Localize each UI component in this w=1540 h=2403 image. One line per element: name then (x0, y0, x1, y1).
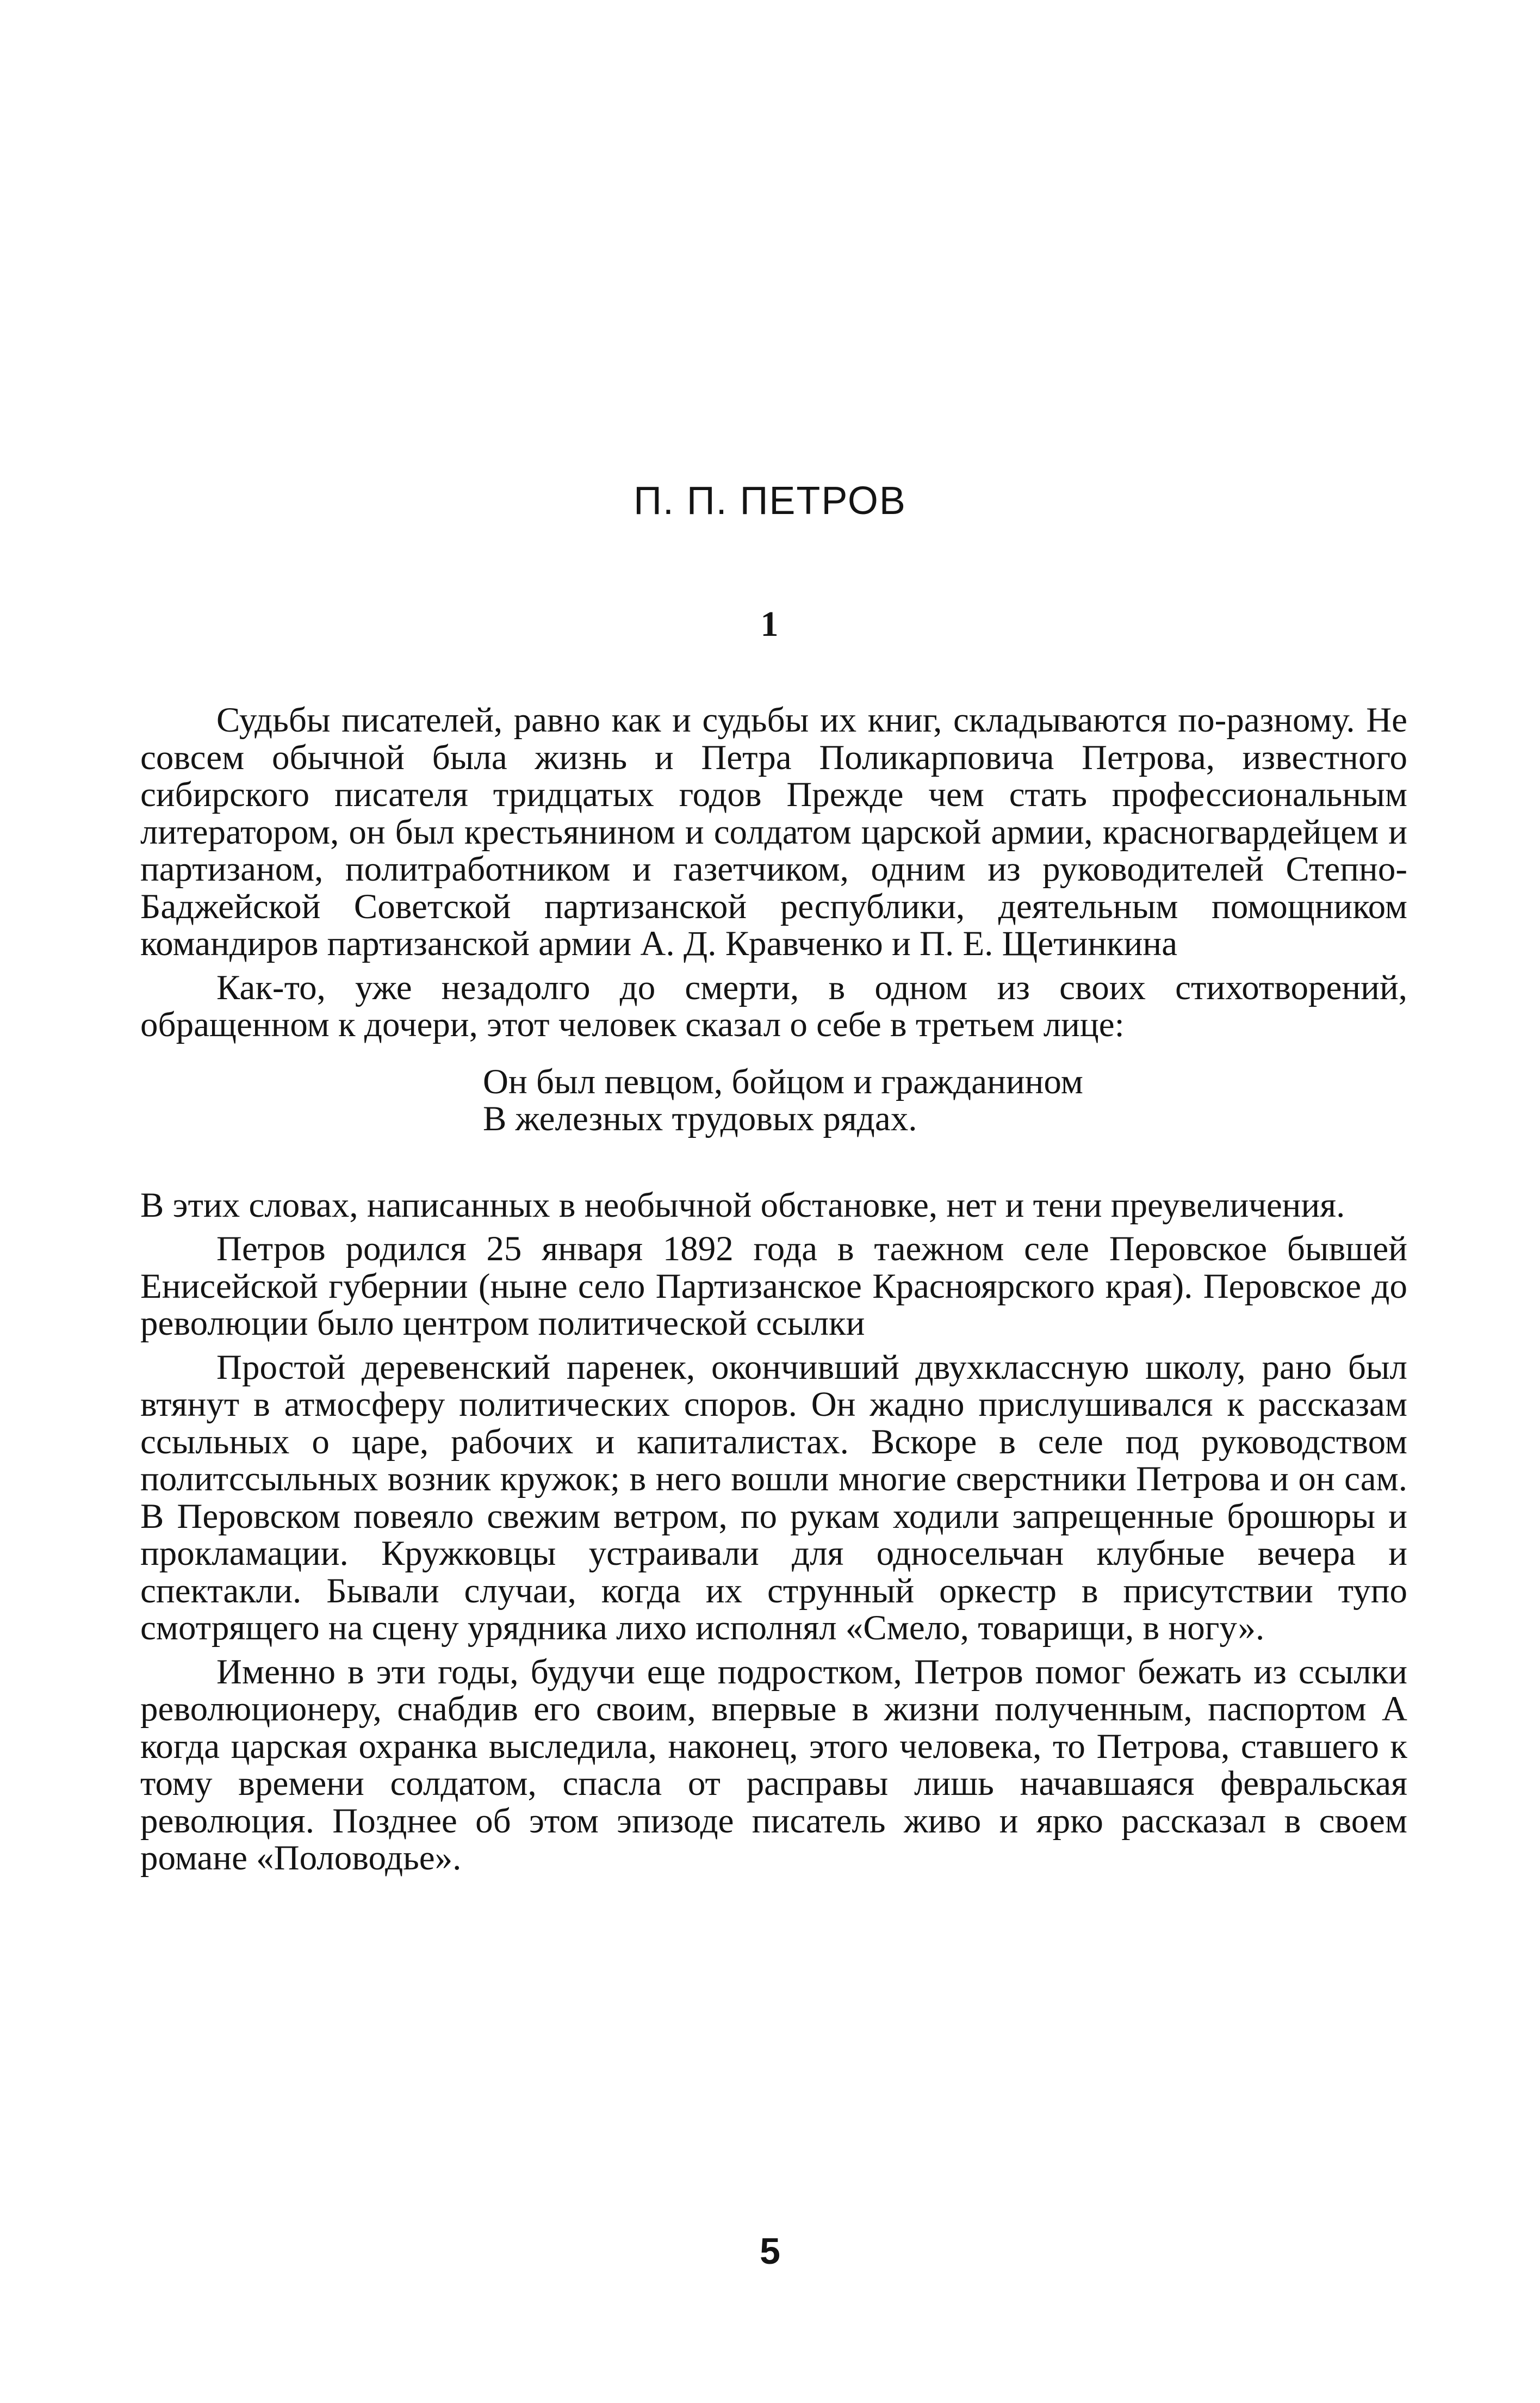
body-text (140, 702, 1407, 1884)
chapter-title: П. П. ПЕТРОВ (634, 479, 906, 523)
paragraph: Петров родился 25 января 1892 года в таежном селе Перовское бывшей Енисейской губернии (ныне село Партизанское Красноярского края). Перовское до революции было центром политической ссылки (140, 1229, 1407, 1343)
section-number: 1 (760, 604, 780, 644)
page-number: 5 (760, 2231, 780, 2272)
paragraph-continuation: В этих словах, написанных в необычной обстановке, нет и тени преувеличения. (140, 1185, 1345, 1225)
paragraph: Именно в эти годы, будучи еще подростком, Петров помог бежать из ссылки революционеру, снабдив его своим, впервые в жизни полученным, паспортом А когда царская охранка выследила, наконец, этого человека, то Петрова, ставшего к тому времени солдатом, спасла от расправы лишь начавшаяся февральская революция. Позднее об этом эпизоде писатель живо и ярко рассказал в своем романе «Половодье». (140, 1652, 1407, 1878)
verse-quote (140, 1063, 1407, 1138)
paragraph: Как-то, уже незадолго до смерти, в одном из своих стихотворений, обращенном к дочери, этот человек сказал о себе в третьем лице: (140, 968, 1407, 1044)
verse-line: Он был певцом, бойцом и гражданином (483, 1062, 1083, 1101)
verse-line: В железных трудовых рядах. (483, 1099, 917, 1138)
paragraph: Судьбы писателей, равно как и судьбы их книг, складываются по-разному. Не совсем обычной была жизнь и Петра Поликарповича Петрова, известного сибирского писателя тридцатых годов Прежде чем стать профессиональным литератором, он был крестьянином и солдатом царской армии, красногвардейцем и партизаном, политработником и газетчиком, одним из руководителей Степно-Баджейской Советской партизанской республики, деятельным помощником командиров партизанской армии А. Д. Кравченко и П. Е. Щетинкина (140, 701, 1407, 963)
paragraph: Простой деревенский паренек, окончивший двухклассную школу, рано был втянут в атмосферу политических споров. Он жадно прислушивался к рассказам ссыльных о царе, рабочих и капиталистах. Вскоре в селе под руководством политссыльных возник кружок; в него вошли многие сверстники Петрова и он сам. В Перовском повеяло свежим ветром, по рукам ходили запрещенные брошюры и прокламации. Кружковцы устраивали для односельчан клубные вечера и спектакли. Бывали случаи, когда их струнный оркестр в присутствии тупо смотрящего на сцену урядника лихо исполнял «Смело, товарищи, в ногу». (140, 1347, 1407, 1648)
